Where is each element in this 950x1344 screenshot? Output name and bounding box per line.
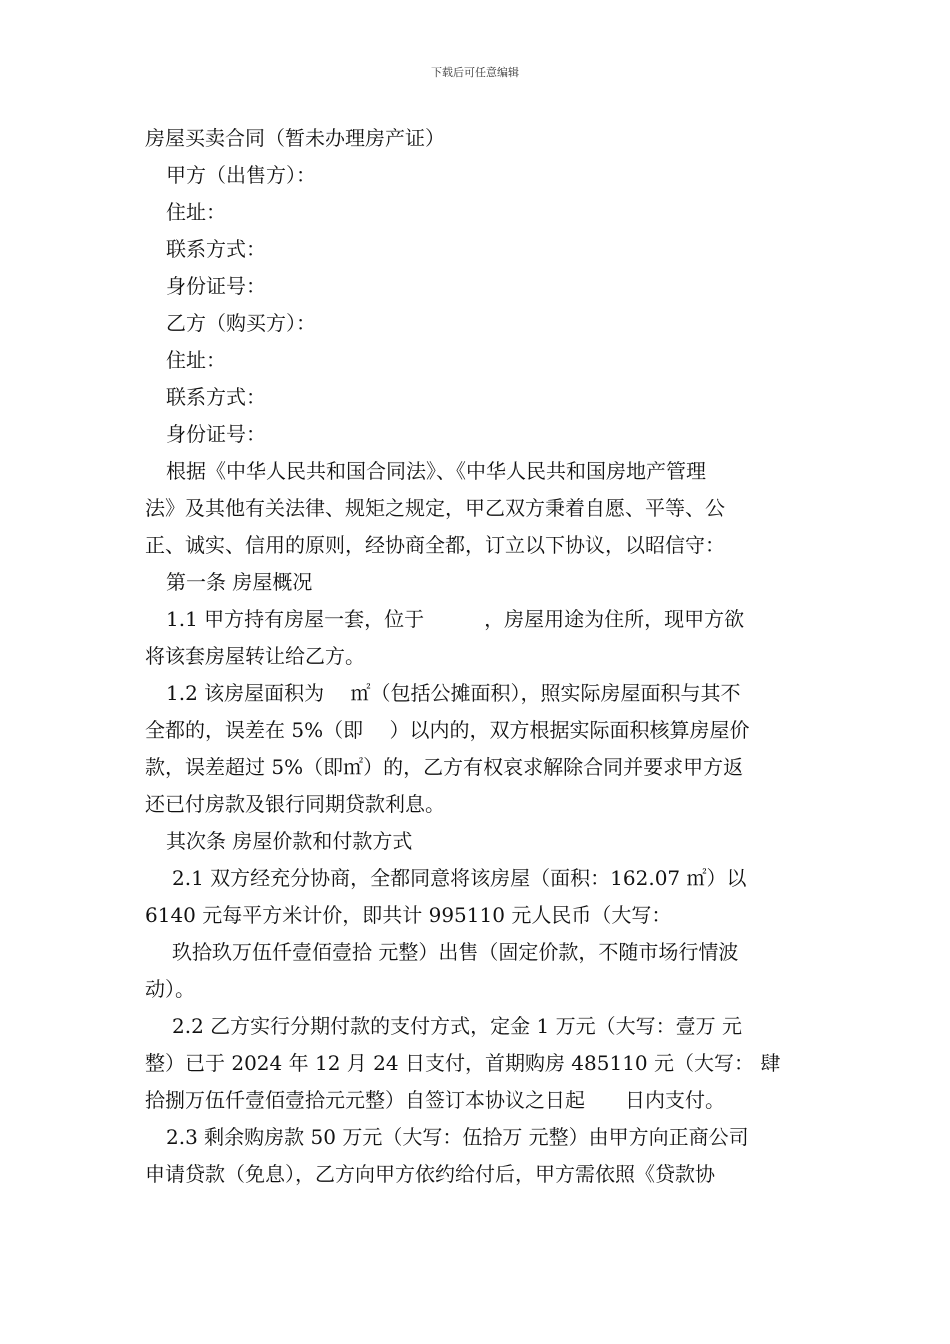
contract-line: 住址： (166, 200, 226, 224)
contract-line: 还已付房款及银行同期贷款利息。 (145, 792, 445, 816)
contract-line: 1.2 该房屋面积为 ㎡（包括公摊面积），照实际房屋面积与其不 (166, 681, 741, 705)
contract-line: 2.3 剩余购房款 50 万元（大写：伍拾万 元整）由甲方向正商公司 (166, 1125, 749, 1149)
page-header-note: 下载后可任意编辑 (431, 66, 519, 79)
contract-line: 身份证号： (166, 422, 266, 446)
contract-line: 正、诚实、信用的原则，经协商全都，订立以下协议，以昭信守： (145, 533, 725, 557)
contract-line: 6140 元每平方米计价，即共计 995110 元人民币（大写： (145, 903, 672, 927)
contract-line: 法》及其他有关法律、规矩之规定，甲乙双方秉着自愿、平等、公 (145, 496, 725, 520)
contract-line: 将该套房屋转让给乙方。 (145, 644, 365, 668)
contract-line: 2.1 双方经充分协商，全都同意将该房屋（面积：162.07 ㎡）以 (172, 866, 747, 890)
contract-line: 联系方式： (166, 237, 266, 261)
contract-line: 款，误差超过 5%（即㎡）的，乙方有权哀求解除合同并要求甲方返 (145, 755, 744, 779)
contract-line: 动）。 (145, 977, 195, 1001)
contract-line: 身份证号： (166, 274, 266, 298)
contract-body (145, 120, 810, 1193)
contract-line: 第一条 房屋概况 (166, 570, 313, 594)
contract-line: 2.2 乙方实行分期付款的支付方式，定金 1 万元（大写：壹万 元 (172, 1014, 742, 1038)
contract-line: 1.1 甲方持有房屋一套，位于 ，房屋用途为住所，现甲方欲 (166, 607, 745, 631)
contract-line: 玖拾玖万伍仟壹佰壹拾 元整）出售（固定价款，不随市场行情波 (172, 940, 739, 964)
contract-line: 申请贷款（免息），乙方向甲方依约给付后，甲方需依照《贷款协 (145, 1162, 715, 1186)
contract-line: 其次条 房屋价款和付款方式 (166, 829, 413, 853)
document-title: 房屋买卖合同（暂未办理房产证） (145, 126, 445, 150)
contract-line: 全都的，误差在 5%（即 ）以内的，双方根据实际面积核算房屋价 (145, 718, 750, 742)
contract-line: 甲方（出售方）： (166, 163, 316, 187)
contract-line: 整）已于 2024 年 12 月 24 日支付，首期购房 485110 元（大写： 肆 (145, 1051, 781, 1075)
contract-line: 乙方（购买方）： (166, 311, 316, 335)
contract-line: 根据《中华人民共和国合同法》、《中华人民共和国房地产管理 (166, 459, 706, 483)
contract-line: 联系方式： (166, 385, 266, 409)
contract-line: 拾捌万伍仟壹佰壹拾元元整）自签订本协议之日起 日内支付。 (145, 1088, 725, 1112)
contract-line: 住址： (166, 348, 226, 372)
